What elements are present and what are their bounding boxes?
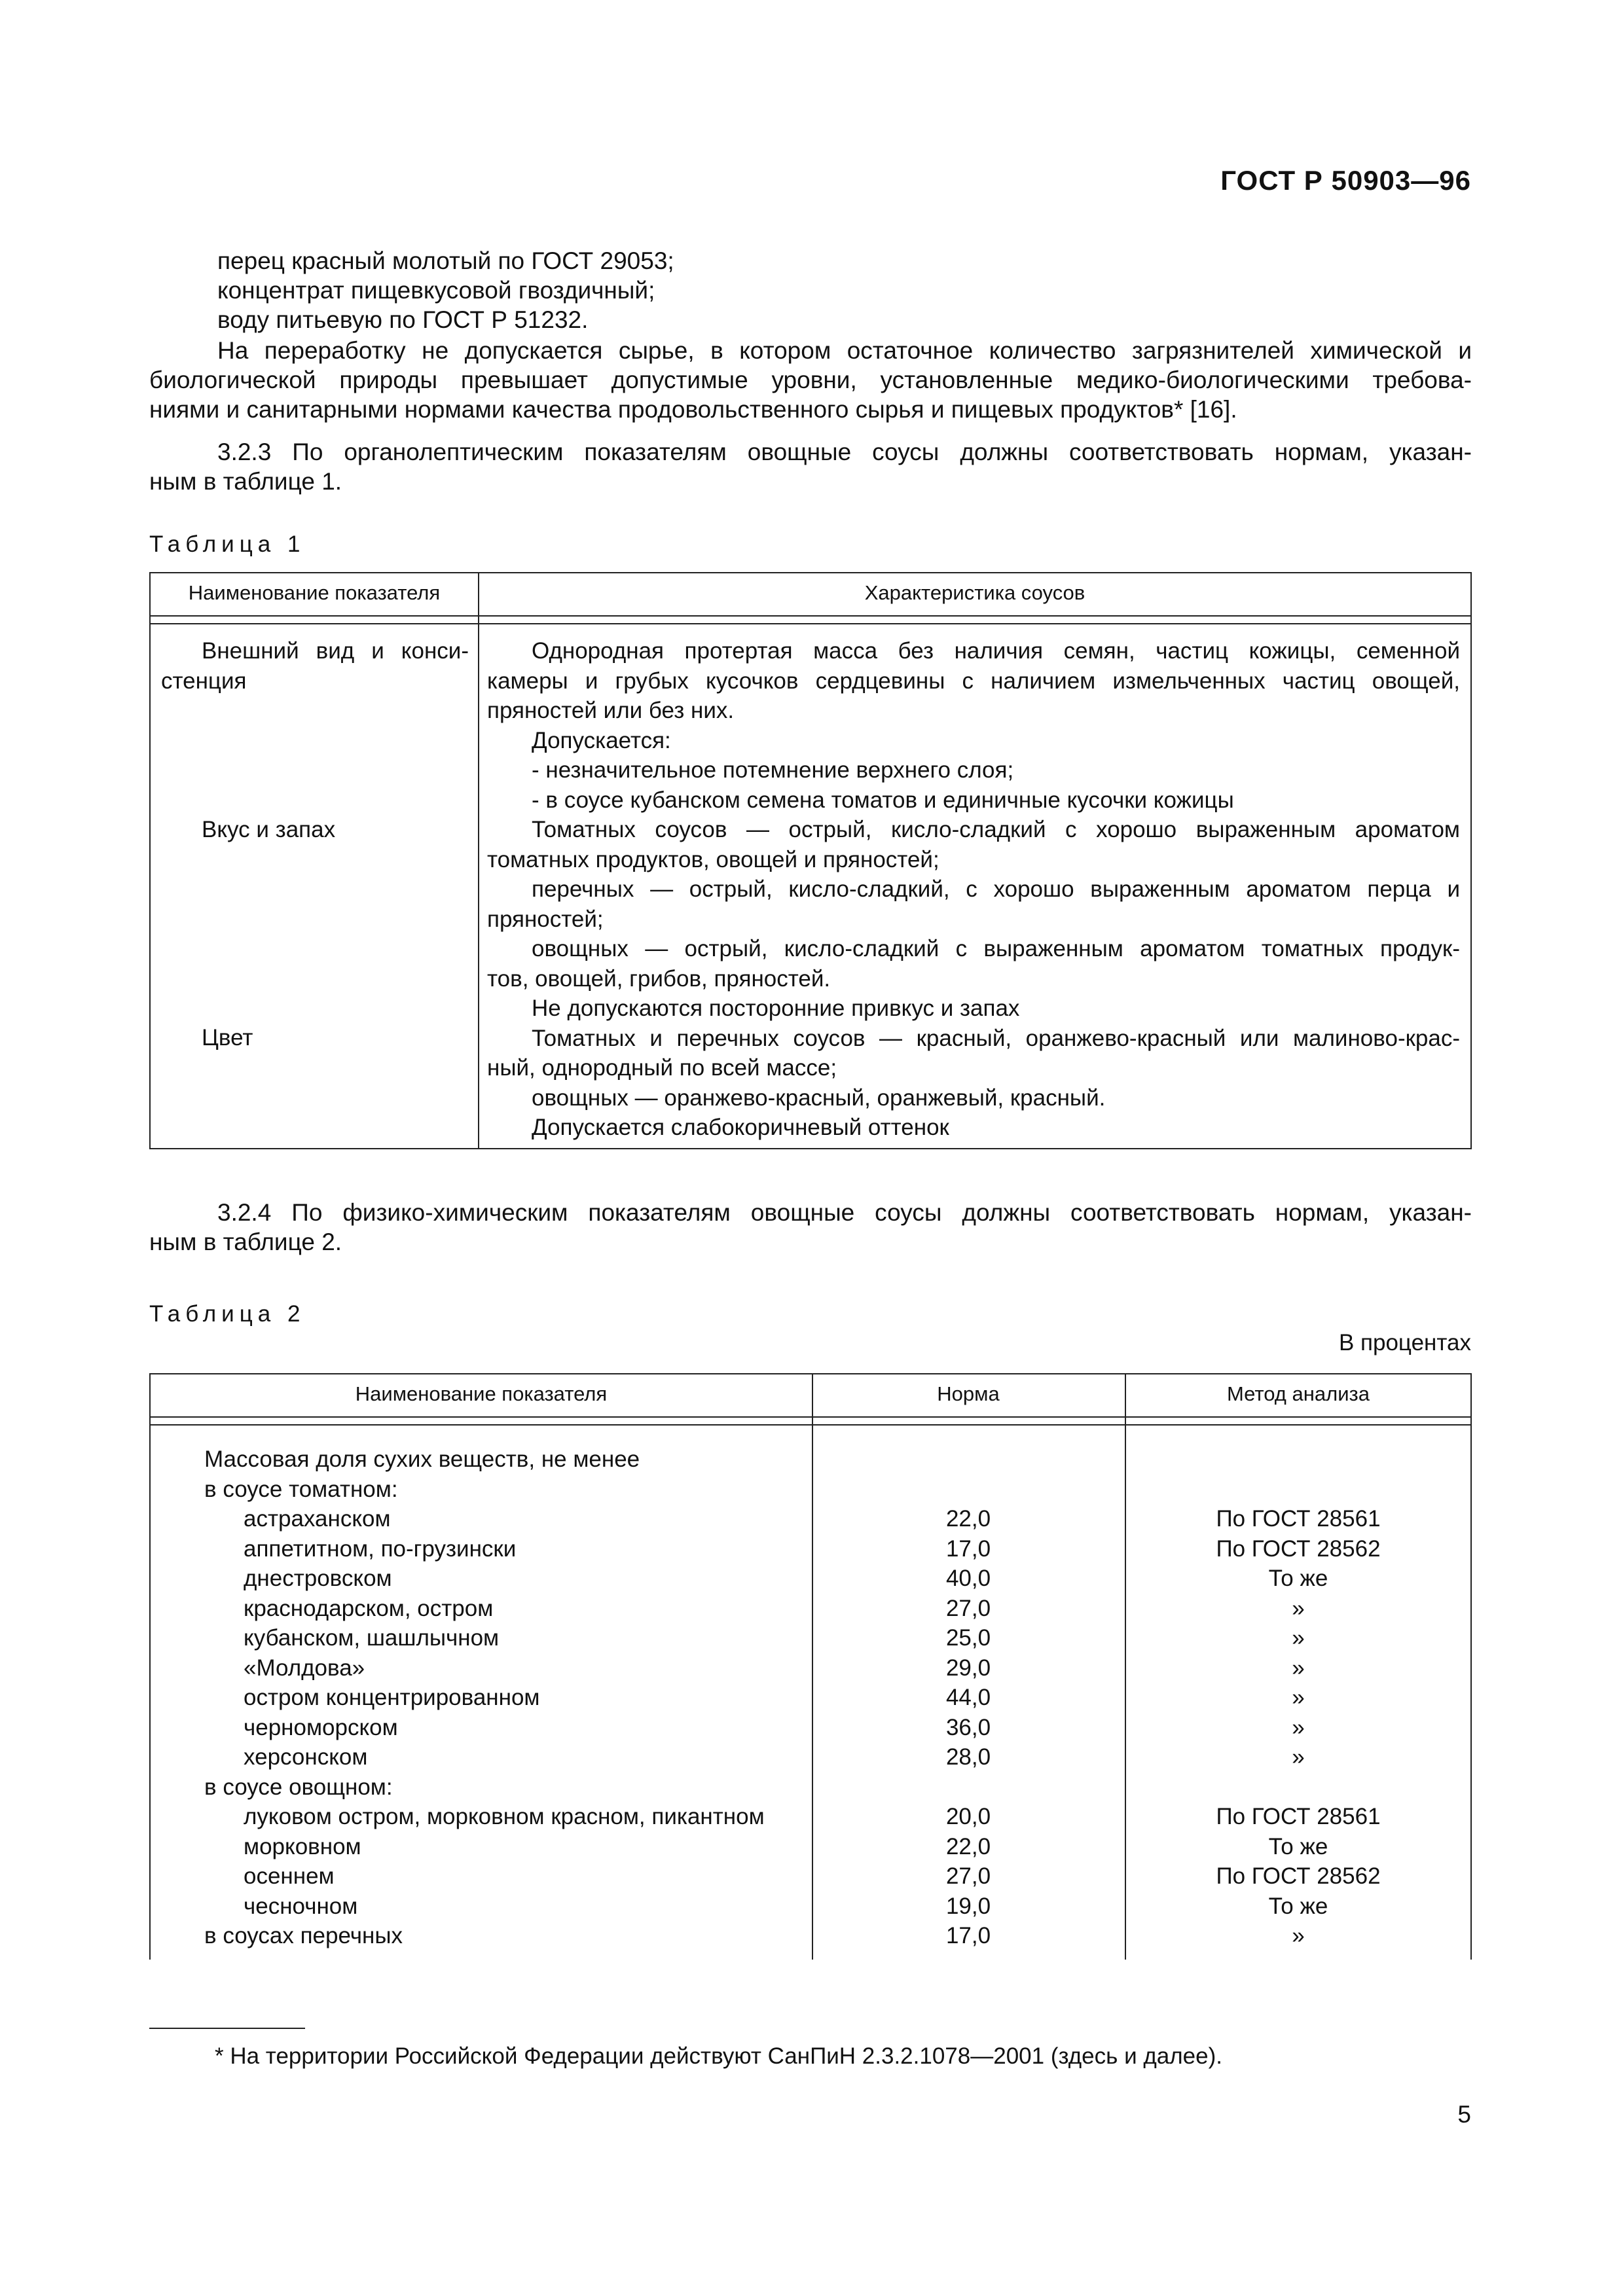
paragraph-line: биологической природы превышает допустимые уровни, установленные медико-биологическими требова- [149,367,1472,393]
table2-row: краснодарском, остром 27,0 » [244,1595,1305,1621]
footnote-rule [149,2028,305,2029]
intro-line: концентрат пищевкусовой гвоздичный; [217,277,655,304]
table2-units: В процентах [1338,1330,1471,1355]
table2-row: днестровском 40,0 То же [244,1566,1328,1591]
paragraph-line: 3.2.3 По органолептическим показателям овощные соусы должны соответствовать нормам, указан- [217,439,1472,465]
table2-row: остром концентрированном 44,0 » [244,1685,1305,1710]
intro-line: воду питьевую по ГОСТ Р 51232. [217,306,589,333]
table2-row: чесночном 19,0 То же [244,1893,1328,1919]
table2-row: в соусе овощном: [204,1774,393,1800]
table2-header-norm: Норма [937,1382,1000,1405]
table2-row: луковом остром, морковном красном, пикантном 20,0 По ГОСТ 28561 [244,1804,1381,1829]
table2-row: «Молдова» 29,0 » [244,1655,1305,1681]
page-number: 5 [1457,2101,1471,2128]
table2-row: морковном 22,0 То же [244,1833,1328,1859]
table2-header-method: Метод анализа [1227,1382,1370,1405]
table1-header-name: Наименование показателя [188,581,441,604]
paragraph-line: На переработку не допускается сырье, в котором остаточное количество загрязнителей химической и [217,337,1472,364]
footnote: * На территории Российской Федерации действуют СанПиН 2.3.2.1078—2001 (здесь и далее). [215,2043,1222,2069]
table2-row: в соусе томатном: [204,1476,398,1502]
table1-header-characteristic: Характеристика соусов [864,581,1085,604]
paragraph-line: 3.2.4 По физико-химическим показателям овощные соусы должны соответствовать нормам, указан- [217,1199,1472,1226]
paragraph-line: ным в таблице 2. [149,1229,342,1255]
paragraph-3-2-4 [149,1198,1472,1257]
table1-characteristics: Однородная протертая масса без наличия семян, частиц кожицы, семенной камеры и грубых кусочков сердцевины с наличием измельченных частиц овощей, пряностей или без них. Допускается: - незначительное потемнение верхнего слоя; - в соусе кубанском семена томатов и единичные кусочки кожицы Томатных соусов — острый, кисло-сладкий с хорошо выраженным ароматом томатных продуктов, овощей и пряностей; перечных — острый, кисло-сладкий, с хорошо выраженным ароматом перца и пряностей; овощных — острый, кисло-сладкий с выраженным ароматом томатных продук- тов, овощей, грибов, пряностей. Не допускаются посторонние привкус и запах Томатных и перечных соусов — красный, оранжево-красный или малиново-крас- ный, однородный по всей массе; овощных — оранжево-красный, оранжевый, красный. Допускается слабокоричневый оттенок [487,638,1460,1140]
paragraph-raw-materials [149,336,1472,424]
table2-caption: Таблица 2 [149,1301,306,1327]
intro-line: перец красный молотый по ГОСТ 29053; [217,247,674,274]
table1-row-name: Вкус и запах [202,817,336,842]
table2-row: в соусах перечных 17,0 » [204,1923,1305,1948]
table1-row-name: Цвет [202,1025,253,1050]
paragraph-3-2-3 [149,437,1472,496]
document-number: ГОСТ Р 50903—96 [1220,165,1471,196]
table2-row: херсонском 28,0 » [244,1744,1305,1770]
table-2 [149,1373,1472,1960]
table2-row: кубанском, шашлычном 25,0 » [244,1625,1305,1651]
table2-row: Массовая доля сухих веществ, не менее [204,1446,640,1472]
table2-row: аппетитном, по-грузински 17,0 По ГОСТ 28562 [244,1535,1381,1562]
table1-caption: Таблица 1 [149,531,306,557]
paragraph-line: ниями и санитарными нормами качества продовольственного сырья и пищевых продуктов* [16]. [149,396,1237,423]
table-1 [149,572,1472,1149]
table2-row: осеннем 27,0 По ГОСТ 28562 [244,1863,1381,1889]
table2-header-name: Наименование показателя [355,1382,608,1405]
paragraph-line: ным в таблице 1. [149,468,342,495]
table2-row: черноморском 36,0 » [244,1714,1305,1740]
table1-row-name: Внешний вид и конси- стенция [161,638,469,694]
table2-row: астраханском 22,0 По ГОСТ 28561 [244,1506,1381,1532]
